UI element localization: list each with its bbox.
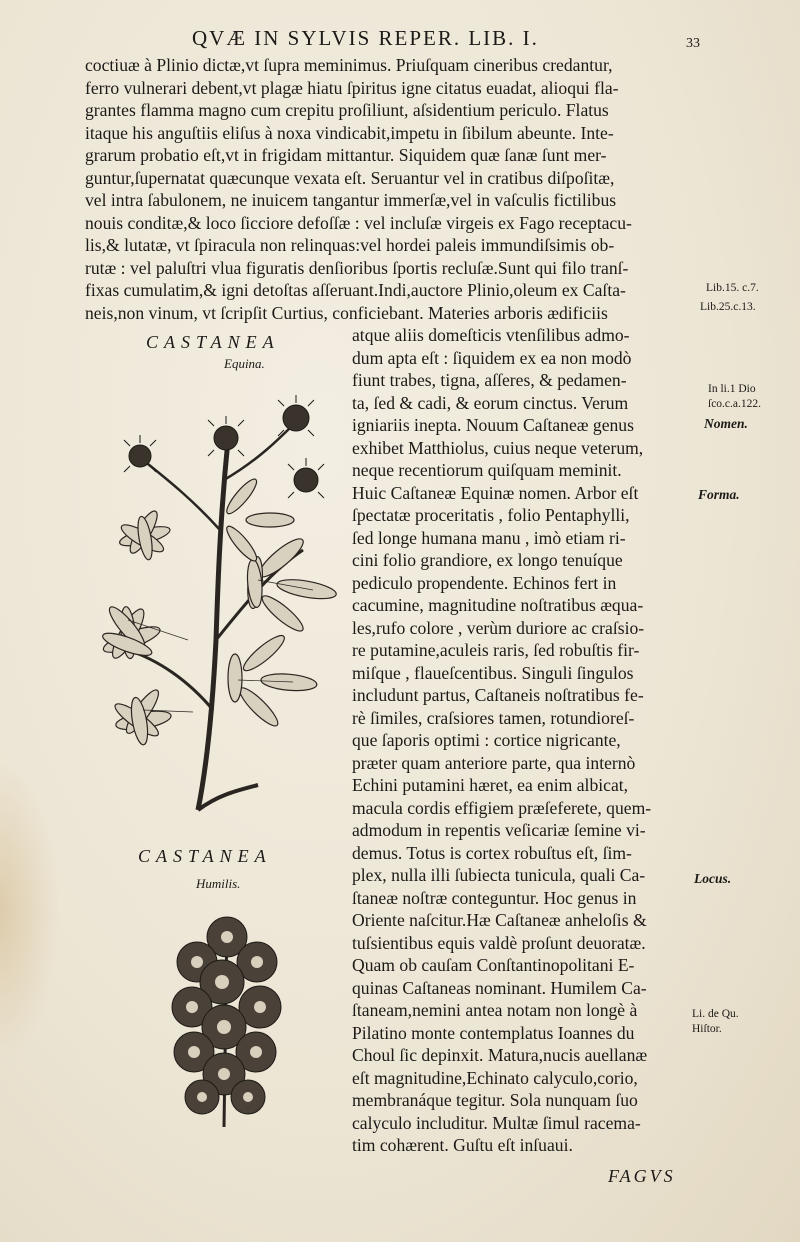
- text-line: fixas cumulatim,& igni detoſtas aſſeruant.Indi,auctore Plinio,oleum ex Caſta-: [85, 280, 626, 300]
- text-line: neis,non vinum, vt ſcripſit Curtius, conficiebant. Materies arboris ædificiis: [85, 302, 608, 323]
- text-line: ſpectatæ proceritatis , folio Pentaphylli,: [352, 505, 630, 525]
- margin-note-reference: Lib.15. c.7.: [706, 282, 759, 294]
- text-line: grarum probatio eſt,vt in frigidam mittantur. Siquidem quæ ſanæ ſunt mer-: [85, 145, 607, 165]
- text-line: neque recentiorum quiſquam meminit.: [352, 460, 622, 480]
- text-line: demus. Totus is cortex robuſtus eſt, ſim-: [352, 842, 632, 863]
- figure-subtitle-equina: Equina.: [224, 356, 265, 371]
- text-line: grantes flamma magno cum crepitu proſiliunt, aſsidentium periculo. Flatus: [85, 100, 609, 120]
- folio-number: 33: [686, 36, 700, 51]
- margin-note-reference: Lib.25.c.13.: [700, 301, 756, 313]
- text-line: ferro vulnerari debent,vt plagæ hiatu ſpiritus igne citatus euadat, alioqui fla-: [85, 77, 619, 98]
- text-line: nouis conditæ,& loco ſicciore defoſſæ : vel incluſæ virgeis ex Fago receptacu-: [85, 212, 632, 233]
- figure-subtitle-humilis: Humilis.: [196, 876, 241, 891]
- text-line: includunt partus, Caſtaneis noſtratibus fe-: [352, 685, 644, 705]
- text-line: cacumine, magnitudine noſtratibus æqua-: [352, 595, 644, 615]
- text-line: rè ſimiles, craſsiores tamen, rotundioreſ-: [352, 707, 635, 728]
- margin-note-reference: ſco.c.a.122.: [708, 398, 762, 410]
- text-line: ſed longe humana manu , imò etiam ri-: [352, 527, 626, 548]
- text-line: tuſsientibus equis valdè proſunt deuoratæ.: [352, 932, 646, 953]
- text-line: coctiuæ à Plinio dictæ,vt ſupra meminimus. Priuſquam cineribus credantur,: [85, 55, 613, 75]
- text-line: vel intra ſabulonem, ne inuicem tangantur immerſæ,vel in vaſculis fictilibus: [85, 190, 617, 210]
- text-line: igniariis inepta. Nouum Caſtaneæ genus: [352, 415, 634, 435]
- text-line: præter quam anteriore parte, qua internò: [352, 752, 636, 773]
- text-line: macula cordis effigiem præſeferete, quem-: [352, 797, 652, 818]
- text-line: dum apta eſt : ſiquidem ex ea non modò: [352, 347, 632, 368]
- text-line: plex, nulla illi ſubiecta tunicula, quali Ca-: [352, 865, 646, 885]
- text-line: calyculo includitur. Multæ ſimul racema-: [352, 1112, 641, 1133]
- text-line: exhibet Matthiolus, cuius neque veterum,: [352, 437, 644, 458]
- horse-chestnut-illustration: [98, 380, 338, 820]
- text-line: lis,& lutatæ, vt ſpiracula non relinquas:vel hordei paleis immundiſsimis ob-: [85, 235, 615, 255]
- margin-note-reference: In li.1 Dio: [708, 383, 756, 395]
- margin-note-nomen: Nomen.: [704, 416, 748, 431]
- text-line: Oriente naſcitur.Hæ Caſtaneæ anheloſis &: [352, 910, 647, 930]
- text-line: les,rufo colore , verùm duriore ac craſsio-: [352, 617, 645, 638]
- margin-note-reference: Hiſtor.: [692, 1023, 722, 1035]
- text-line: fiunt trabes, tigna, aſſeres, & pedamen-: [352, 370, 627, 390]
- figure-title-humilis: CASTANEA: [138, 846, 272, 866]
- text-line: Quam ob cauſam Conſtantinopolitani E-: [352, 955, 635, 975]
- text-line: ſtaneæ noſtræ conteguntur. Hoc genus in: [352, 887, 637, 908]
- text-line: tim cohærent. Guſtu eſt inſuaui.: [352, 1135, 573, 1155]
- text-line: guntur,ſupernatat quæcunque vexata eſt. Seruantur vel in cratibus diſpoſitæ,: [85, 167, 615, 188]
- text-line: Choul ſic depinxit. Matura,nucis auellanæ: [352, 1045, 648, 1065]
- text-line: que ſaporis optimi : cortice nigricante,: [352, 730, 621, 750]
- margin-note-forma: Forma.: [698, 487, 740, 502]
- text-line: ſtaneam,nemini antea notam non longè à: [352, 1000, 638, 1020]
- text-line: cini folio grandiore, ex longo tenuíque: [352, 550, 623, 570]
- text-line: ta, ſed & cadi, & eorum cinctus. Verum: [352, 392, 629, 413]
- catchword: FAGVS: [608, 1166, 676, 1186]
- text-line: atque aliis domeſticis vtenſilibus admo-: [352, 325, 630, 345]
- text-line: rutæ : vel paluſtri vlua figuratis denſioribus ſportis recluſæ.Sunt qui filo tranſ-: [85, 257, 629, 278]
- text-line: membranáque tegitur. Sola nunquam ſuo: [352, 1090, 638, 1110]
- text-line: eſt magnitudine,Echinato calyculo,corio,: [352, 1067, 638, 1088]
- text-line: quinas Caſtaneas nominant. Humilem Ca-: [352, 977, 647, 998]
- text-line: Huic Caſtaneæ Equinæ nomen. Arbor eſt: [352, 482, 639, 503]
- text-line: itaque his anguſtiis eliſus à noxa vindicabit,impetu in ſibilum abeunte. Inte-: [85, 122, 614, 143]
- text-line: miſque , flaueſcentibus. Singuli ſingulos: [352, 662, 634, 683]
- text-line: pediculo propendente. Echinos fert in: [352, 572, 617, 593]
- text-line: admodum in repentis veſicariæ ſemine vi-: [352, 820, 646, 840]
- figure-title-equina: CASTANEA: [146, 332, 280, 352]
- text-line: re putamine,aculeis raris, ſed robuſtis fir-: [352, 640, 640, 660]
- text-line: Echini putamini hæret, ea enim albicat,: [352, 775, 629, 795]
- margin-note-locus: Locus.: [694, 871, 732, 886]
- margin-note-reference: Li. de Qu.: [692, 1008, 739, 1020]
- running-head: QVÆ IN SYLVIS REPER. LIB. I.: [192, 26, 539, 50]
- text-line: Pilatino monte contemplatus Ioannes du: [352, 1022, 635, 1043]
- dwarf-chestnut-illustration: [152, 912, 302, 1132]
